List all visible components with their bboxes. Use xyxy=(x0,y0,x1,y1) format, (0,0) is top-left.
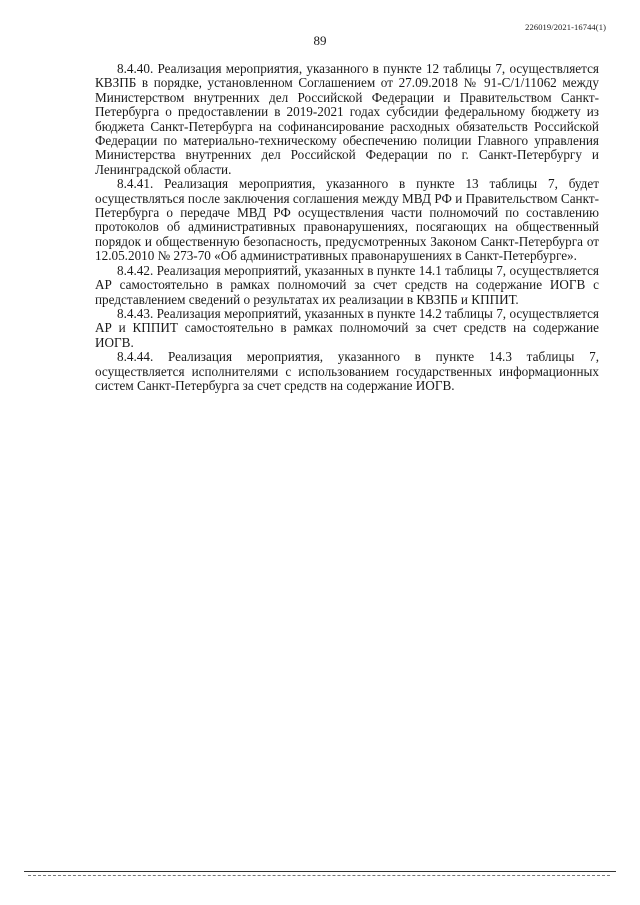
document-body xyxy=(95,62,599,393)
scan-bottom-rule-dashed xyxy=(28,875,610,876)
page-number: 89 xyxy=(313,33,327,48)
scan-bottom-rule xyxy=(24,871,616,872)
paragraph-8-4-44: 8.4.44. Реализация мероприятия, указанного в пункте 14.3 таблицы 7, осуществляется исполнителями с использованием государственных информационных систем Санкт-Петербурга за счет средств на содержание ИОГВ. xyxy=(95,349,599,393)
paragraph-8-4-42: 8.4.42. Реализация мероприятий, указанных в пункте 14.1 таблицы 7, осуществляется АР самостоятельно в рамках полномочий за счет средств на содержание ИОГВ с представлением сведений о результатах их реализации в КВЗПБ и КППИТ. xyxy=(95,262,599,307)
paragraph-8-4-41: 8.4.41. Реализация мероприятия, указанного в пункте 13 таблицы 7, будет осуществляться после заключения соглашения между МВД РФ и Правительством Санкт-Петербурга о передаче МВД РФ осуществления части полномочий по составлению протоколов об административных правонарушениях, посягающих на общественный порядок и общественную безопасность, предусмотренных Законом Санкт-Петербурга от 12.05.2010 № 273-70 «Об административных правонарушениях в Санкт-Петербурге». xyxy=(95,176,599,264)
paragraph-8-4-40: 8.4.40. Реализация мероприятия, указанного в пункте 12 таблицы 7, осуществляется КВЗПБ в порядке, установленном Соглашением от 27.09.2018 № 91-С/1/11062 между Министерством внутренних дел Российской Федерации и Правительством Санкт-Петербурга о предоставлении в 2019-2021 годах субсидии федеральному бюджету из бюджета Санкт-Петербурга на софинансирование расходных обязательств Российской Федерации по материально-техническому обеспечению полиции Главного управления Министерства внутренних дел Российской Федерации по г. Санкт-Петербургу и Ленинградской области. xyxy=(95,61,599,177)
document-id: 226019/2021-16744(1) xyxy=(525,22,606,32)
paragraph-8-4-43: 8.4.43. Реализация мероприятий, указанных в пункте 14.2 таблицы 7, осуществляется АР и КППИТ самостоятельно в рамках полномочий за счет средств на содержание ИОГВ. xyxy=(95,305,599,350)
